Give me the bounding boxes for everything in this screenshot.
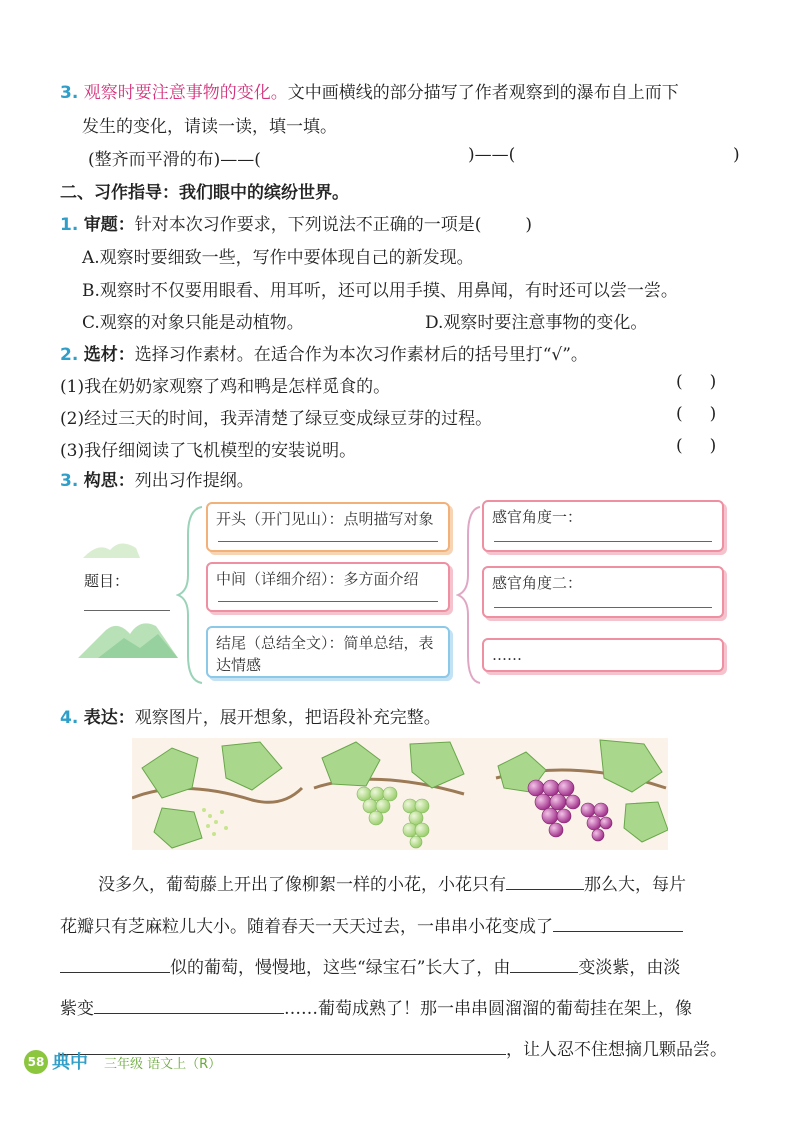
- keyword: 审题：: [83, 215, 135, 235]
- answer-line[interactable]: [494, 541, 712, 542]
- keyword: 表达：: [83, 708, 135, 728]
- q3-reading-line2: 发生的变化，请读一读，填一填。: [82, 117, 337, 137]
- outline-middle-text: 中间（详细介绍）：多方面介绍: [216, 570, 419, 588]
- para-line-4: [60, 994, 692, 1019]
- q2-item-2: (2)经过三天的时间，我弄清楚了绿豆变成绿豆芽的过程。: [60, 409, 493, 429]
- option-b: B.观察时不仅要用眼看、用耳听，还可以用手摸、用鼻闻，有时还可以尝一尝。: [82, 281, 678, 301]
- page-number: 58: [24, 1050, 48, 1074]
- question-text: 针对本次习作要求，下列说法不正确的一项是(: [134, 215, 482, 235]
- question-text: 列出习作提纲。: [134, 471, 254, 491]
- fill-start: (整齐而平滑的布)——(: [88, 150, 261, 170]
- answer-blank-2a[interactable]: [553, 914, 683, 932]
- sense-box-1: [482, 500, 724, 552]
- answer-line[interactable]: [218, 601, 438, 602]
- sense-2-label: 感官角度二：: [492, 574, 583, 592]
- q2-paren-1[interactable]: ( ): [676, 372, 717, 392]
- answer-line[interactable]: [494, 607, 712, 608]
- paren-close: ): [525, 215, 532, 235]
- q2-item-3: (3)我仔细阅读了飞机模型的安装说明。: [60, 441, 357, 461]
- para-line-3: [60, 953, 680, 978]
- option-d: D.观察时要注意事物的变化。: [425, 313, 648, 333]
- outline-end-text: 结尾（总结全文）：简单总结，表达情感: [216, 634, 434, 674]
- para-text: ，让人忍不住想摘几颗品尝。: [506, 1040, 727, 1060]
- para-text: ……葡萄成熟了！那一串串圆溜溜的葡萄挂在架上，像: [284, 999, 692, 1019]
- keyword: 选材：: [83, 345, 135, 365]
- para-text: 变淡紫，由淡: [578, 958, 681, 978]
- q3-fill-row: [88, 145, 748, 170]
- section-title: 二、习作指导：我们眼中的缤纷世界。: [60, 183, 349, 203]
- question-text: 观察图片，展开想象，把语段补充完整。: [134, 708, 441, 728]
- middle-brace: [456, 505, 484, 685]
- mountain-decoration: [78, 530, 188, 660]
- footer-subtitle: 三年级 语文上（R）: [104, 1057, 222, 1072]
- grape-illustration: [132, 738, 668, 850]
- fill-mid: )——(: [468, 145, 516, 165]
- question-number: 1.: [60, 215, 79, 235]
- q3-reading-line1: [60, 78, 679, 103]
- answer-blank-3[interactable]: [510, 955, 578, 973]
- title-label: 题目：: [84, 572, 130, 590]
- title-blank[interactable]: [84, 610, 170, 611]
- para-line-1: [98, 870, 686, 895]
- keyword: 构思：: [83, 471, 135, 491]
- q4-stem: [60, 703, 441, 728]
- fill-end: ): [733, 145, 740, 165]
- q2-paren-2[interactable]: ( ): [676, 404, 717, 424]
- option-c: C.观察的对象只能是动植物。: [82, 313, 304, 333]
- q1-stem: [60, 210, 532, 235]
- q2-item-1: (1)我在奶奶家观察了鸡和鸭是怎样觅食的。: [60, 377, 391, 397]
- q2-stem: [60, 340, 588, 365]
- answer-blank-2b[interactable]: [60, 955, 170, 973]
- sense-1-label: 感官角度一：: [492, 508, 583, 526]
- q2-paren-3[interactable]: ( ): [676, 436, 717, 456]
- answer-blank-4[interactable]: [94, 996, 284, 1014]
- question-text: 文中画横线的部分描写了作者观察到的瀑布自上而下: [287, 83, 679, 103]
- option-a: A.观察时要细致一些，写作中要体现自己的新发现。: [82, 248, 474, 268]
- outline-box-end: [206, 626, 450, 678]
- para-text: 那么大，每片: [584, 875, 686, 895]
- left-brace: [176, 505, 206, 685]
- para-line-2: [60, 912, 683, 937]
- para-text: 没多久，葡萄藤上开出了像柳絮一样的小花，小花只有: [98, 875, 506, 895]
- outline-box-intro: [206, 502, 450, 552]
- sense-ellipsis: ……: [492, 646, 522, 664]
- q3-outline-stem: [60, 466, 254, 491]
- question-number: 2.: [60, 345, 79, 365]
- outline-box-middle: [206, 562, 450, 612]
- para-text: 紫变: [60, 999, 94, 1019]
- para-text: 花瓣只有芝麻粒儿大小。随着春天一天天过去，一串串小花变成了: [60, 917, 553, 937]
- answer-line[interactable]: [218, 541, 438, 542]
- sense-box-2: [482, 566, 724, 618]
- question-text: 选择习作素材。在适合作为本次习作素材后的括号里打“√”。: [134, 345, 588, 365]
- sense-box-3: [482, 638, 724, 672]
- question-number: 3.: [60, 471, 79, 491]
- para-text: 似的葡萄，慢慢地，这些“绿宝石”长大了，由: [170, 958, 511, 978]
- outline-intro-text: 开头（开门见山）：点明描写对象: [216, 510, 434, 528]
- brand-logo: 典中: [52, 1052, 88, 1073]
- question-number: 4.: [60, 708, 79, 728]
- highlight-text: 观察时要注意事物的变化。: [83, 83, 288, 103]
- answer-blank-1[interactable]: [506, 872, 584, 890]
- question-number: 3.: [60, 83, 79, 103]
